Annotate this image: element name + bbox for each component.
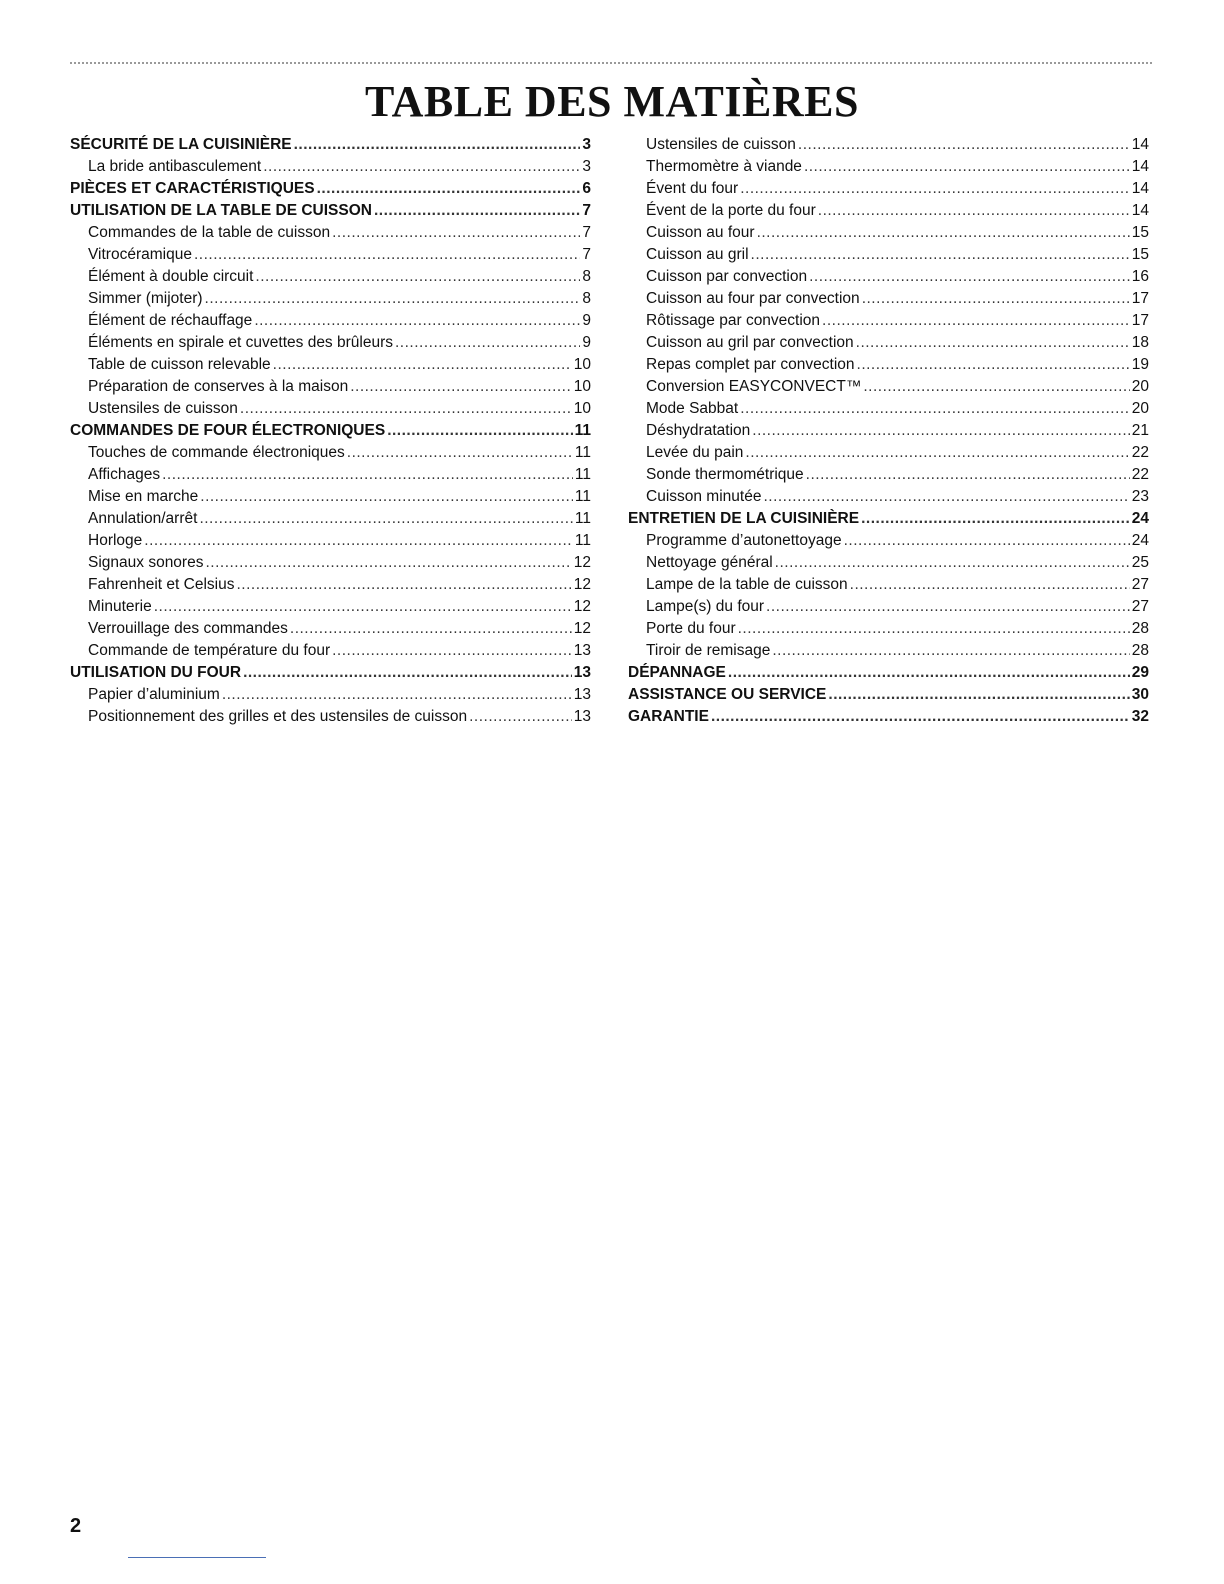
toc-entry-label: Levée du pain [646, 444, 744, 461]
toc-entry-page: 8 [582, 268, 591, 285]
toc-entry-page: 11 [574, 444, 591, 461]
toc-dot-leader [711, 706, 1130, 728]
toc-entry-label: Déshydratation [646, 422, 751, 439]
toc-dot-leader [856, 332, 1130, 354]
toc-entry-label: Évent du four [646, 180, 739, 197]
toc-section-entry[interactable] [628, 662, 1149, 684]
toc-entry-page: 13 [573, 686, 591, 703]
toc-section-entry[interactable] [70, 662, 591, 684]
toc-entry-page: 20 [1131, 400, 1149, 417]
toc-entry-label: SÉCURITÉ DE LA CUISINIÈRE [70, 136, 292, 153]
toc-dot-leader [862, 288, 1130, 310]
toc-entry-page: 23 [1131, 488, 1149, 505]
toc-entry-label: Tiroir de remisage [646, 642, 771, 659]
toc-dot-leader [822, 310, 1130, 332]
toc-entry-page: 10 [573, 378, 591, 395]
toc-subsection-entry[interactable] [70, 398, 591, 420]
toc-entry-label: Mode Sabbat [646, 400, 739, 417]
toc-dot-leader [469, 706, 572, 728]
toc-entry-label: Horloge [88, 532, 143, 549]
toc-entry-page: 11 [574, 422, 591, 439]
toc-entry-page: 6 [582, 180, 591, 197]
toc-entry-page: 17 [1131, 312, 1149, 329]
toc-entry-page: 17 [1131, 290, 1149, 307]
toc-entry-label: Élément à double circuit [88, 268, 254, 285]
toc-subsection-entry[interactable] [628, 310, 1149, 332]
toc-entry-label: Lampe(s) du four [646, 598, 765, 615]
toc-entry-label: Cuisson au four [646, 224, 755, 241]
toc-dot-leader [818, 200, 1130, 222]
toc-entry-page: 18 [1131, 334, 1149, 351]
toc-entry-label: Cuisson minutée [646, 488, 762, 505]
toc-entry-label: GARANTIE [628, 708, 709, 725]
toc-section-entry[interactable] [628, 684, 1149, 706]
toc-entry-page: 27 [1131, 598, 1149, 615]
toc-entry-label: Nettoyage général [646, 554, 773, 571]
toc-entry-page: 12 [573, 620, 591, 637]
toc-entry-label: Lampe de la table de cuisson [646, 576, 848, 593]
toc-dot-leader [273, 354, 572, 376]
toc-dot-leader [205, 552, 571, 574]
toc-subsection-entry[interactable] [70, 618, 591, 640]
toc-entry-label: Éléments en spirale et cuvettes des brûleurs [88, 334, 393, 351]
toc-section-entry[interactable] [70, 200, 591, 222]
toc-subsection-entry[interactable] [628, 156, 1149, 178]
toc-subsection-entry[interactable] [628, 464, 1149, 486]
toc-entry-label: Signaux sonores [88, 554, 204, 571]
toc-subsection-entry[interactable] [628, 530, 1149, 552]
toc-subsection-entry[interactable] [628, 178, 1149, 200]
toc-subsection-entry[interactable] [628, 332, 1149, 354]
toc-entry-page: 20 [1131, 378, 1149, 395]
toc-dot-leader [766, 596, 1130, 618]
toc-entry-label: COMMANDES DE FOUR ÉLECTRONIQUES [70, 422, 386, 439]
toc-entry-label: PIÈCES ET CARACTÉRISTIQUES [70, 180, 315, 197]
toc-subsection-entry[interactable] [628, 266, 1149, 288]
toc-entry-page: 25 [1131, 554, 1149, 571]
toc-dot-leader [144, 530, 573, 552]
toc-dot-leader [740, 398, 1130, 420]
toc-entry-label: Cuisson au four par convection [646, 290, 860, 307]
toc-dot-leader [243, 662, 572, 684]
toc-dot-leader [857, 354, 1130, 376]
toc-subsection-entry[interactable] [70, 442, 591, 464]
toc-dot-leader [738, 618, 1130, 640]
toc-section-entry[interactable] [70, 420, 591, 442]
toc-subsection-entry[interactable] [70, 596, 591, 618]
toc-entry-page: 24 [1131, 532, 1149, 549]
toc-entry-page: 21 [1131, 422, 1149, 439]
toc-dot-leader [290, 618, 572, 640]
toc-entry-page: 10 [573, 400, 591, 417]
toc-entry-label: UTILISATION DU FOUR [70, 664, 242, 681]
toc-dot-leader [395, 332, 580, 354]
toc-dot-leader [387, 420, 572, 442]
toc-entry-page: 7 [582, 246, 591, 263]
toc-subsection-entry[interactable] [628, 420, 1149, 442]
toc-entry-page: 12 [573, 598, 591, 615]
toc-entry-page: 11 [574, 466, 591, 483]
toc-subsection-entry[interactable] [628, 574, 1149, 596]
toc-dot-leader [240, 398, 572, 420]
toc-entry-page: 28 [1131, 620, 1149, 637]
toc-entry-page: 16 [1131, 268, 1149, 285]
toc-entry-page: 24 [1131, 510, 1149, 527]
toc-entry-page: 13 [573, 664, 591, 681]
footer-rule [128, 1557, 266, 1558]
toc-entry-label: Cuisson au gril par convection [646, 334, 854, 351]
toc-subsection-entry[interactable] [70, 684, 591, 706]
toc-subsection-entry[interactable] [70, 574, 591, 596]
toc-entry-label: Table de cuisson relevable [88, 356, 271, 373]
toc-dot-leader [350, 376, 572, 398]
toc-dot-leader [199, 508, 572, 530]
toc-dot-leader [222, 684, 572, 706]
toc-subsection-entry[interactable] [628, 552, 1149, 574]
toc-entry-page: 14 [1131, 158, 1149, 175]
toc-dot-leader [236, 574, 571, 596]
top-dotted-rule [70, 62, 1152, 64]
toc-dot-leader [775, 552, 1130, 574]
toc-section-entry[interactable] [628, 706, 1149, 728]
toc-subsection-entry[interactable] [628, 596, 1149, 618]
toc-dot-leader [804, 156, 1130, 178]
toc-entry-label: Cuisson par convection [646, 268, 808, 285]
toc-entry-label: Sonde thermométrique [646, 466, 804, 483]
page-title: TABLE DES MATIÈRES [365, 77, 859, 126]
toc-dot-leader [332, 222, 580, 244]
toc-entry-page: 11 [574, 532, 591, 549]
toc-entry-label: Verrouillage des commandes [88, 620, 288, 637]
toc-subsection-entry[interactable] [628, 442, 1149, 464]
toc-entry-label: Fahrenheit et Celsius [88, 576, 235, 593]
toc-entry-page: 13 [573, 642, 591, 659]
toc-dot-leader [728, 662, 1130, 684]
toc-subsection-entry[interactable] [70, 244, 591, 266]
toc-dot-leader [347, 442, 573, 464]
toc-entry-label: Thermomètre à viande [646, 158, 802, 175]
toc-dot-leader [844, 530, 1130, 552]
toc-entry-label: Papier d’aluminium [88, 686, 220, 703]
toc-dot-leader [850, 574, 1130, 596]
toc-entry-label: Commande de température du four [88, 642, 331, 659]
toc-dot-leader [863, 376, 1129, 398]
toc-entry-page: 19 [1131, 356, 1149, 373]
toc-entry-label: Annulation/arrêt [88, 510, 198, 527]
toc-subsection-entry[interactable] [70, 288, 591, 310]
toc-subsection-entry[interactable] [628, 640, 1149, 662]
toc-entry-page: 12 [573, 554, 591, 571]
toc-subsection-entry[interactable] [70, 354, 591, 376]
toc-dot-leader [162, 464, 573, 486]
toc-subsection-entry[interactable] [628, 486, 1149, 508]
toc-dot-leader [861, 508, 1130, 530]
toc-right-column [628, 134, 1149, 728]
toc-entry-page: 22 [1131, 444, 1149, 461]
toc-dot-leader [332, 640, 572, 662]
toc-dot-leader [374, 200, 580, 222]
toc-entry-label: La bride antibasculement [88, 158, 262, 175]
toc-dot-leader [752, 420, 1129, 442]
toc-dot-leader [255, 266, 580, 288]
toc-entry-page: 15 [1131, 224, 1149, 241]
toc-entry-label: Préparation de conserves à la maison [88, 378, 349, 395]
toc-entry-page: 13 [573, 708, 591, 725]
toc-subsection-entry[interactable] [70, 156, 591, 178]
toc-subsection-entry[interactable] [70, 640, 591, 662]
toc-entry-page: 22 [1131, 466, 1149, 483]
toc-entry-label: Simmer (mijoter) [88, 290, 203, 307]
toc-entry-page: 14 [1131, 136, 1149, 153]
toc-entry-page: 14 [1131, 180, 1149, 197]
toc-entry-page: 9 [582, 312, 591, 329]
toc-section-entry[interactable] [70, 178, 591, 200]
toc-subsection-entry[interactable] [628, 354, 1149, 376]
toc-dot-leader [751, 244, 1130, 266]
toc-subsection-entry[interactable] [70, 222, 591, 244]
toc-entry-page: 3 [582, 158, 591, 175]
toc-subsection-entry[interactable] [628, 288, 1149, 310]
toc-dot-leader [194, 244, 580, 266]
page-number: 2 [70, 1515, 82, 1537]
toc-entry-page: 7 [582, 224, 591, 241]
toc-entry-label: Ustensiles de cuisson [646, 136, 796, 153]
toc-subsection-entry[interactable] [70, 530, 591, 552]
toc-subsection-entry[interactable] [70, 266, 591, 288]
toc-subsection-entry[interactable] [628, 222, 1149, 244]
toc-dot-leader [763, 486, 1129, 508]
toc-dot-leader [254, 310, 580, 332]
toc-entry-label: Vitrocéramique [88, 246, 192, 263]
toc-entry-label: Mise en marche [88, 488, 199, 505]
toc-entry-label: Programme d’autonettoyage [646, 532, 842, 549]
toc-subsection-entry[interactable] [70, 706, 591, 728]
toc-entry-page: 11 [574, 488, 591, 505]
toc-entry-page: 14 [1131, 202, 1149, 219]
toc-subsection-entry[interactable] [628, 376, 1149, 398]
toc-entry-label: Affichages [88, 466, 161, 483]
toc-subsection-entry[interactable] [70, 486, 591, 508]
toc-dot-leader [317, 178, 581, 200]
toc-dot-leader [294, 134, 581, 156]
toc-entry-page: 28 [1131, 642, 1149, 659]
toc-entry-page: 8 [582, 290, 591, 307]
toc-dot-leader [205, 288, 581, 310]
toc-subsection-entry[interactable] [628, 398, 1149, 420]
toc-dot-leader [806, 464, 1130, 486]
toc-entry-page: 7 [582, 202, 591, 219]
toc-section-entry[interactable] [628, 508, 1149, 530]
toc-dot-leader [154, 596, 572, 618]
toc-entry-label: Rôtissage par convection [646, 312, 821, 329]
toc-dot-leader [745, 442, 1129, 464]
toc-subsection-entry[interactable] [70, 376, 591, 398]
toc-entry-label: Commandes de la table de cuisson [88, 224, 331, 241]
toc-entry-label: Ustensiles de cuisson [88, 400, 238, 417]
toc-subsection-entry[interactable] [628, 134, 1149, 156]
toc-entry-page: 9 [582, 334, 591, 351]
toc-dot-leader [757, 222, 1130, 244]
toc-entry-label: Élément de réchauffage [88, 312, 253, 329]
toc-entry-label: UTILISATION DE LA TABLE DE CUISSON [70, 202, 372, 219]
toc-entry-label: Positionnement des grilles et des ustensiles de cuisson [88, 708, 468, 725]
toc-dot-leader [200, 486, 573, 508]
toc-entry-label: ENTRETIEN DE LA CUISINIÈRE [628, 510, 860, 527]
toc-entry-page: 15 [1131, 246, 1149, 263]
toc-dot-leader [828, 684, 1129, 706]
toc-subsection-entry[interactable] [70, 332, 591, 354]
toc-dot-leader [740, 178, 1130, 200]
toc-subsection-entry[interactable] [70, 464, 591, 486]
toc-entry-page: 12 [573, 576, 591, 593]
toc-subsection-entry[interactable] [628, 618, 1149, 640]
toc-dot-leader [263, 156, 580, 178]
toc-entry-page: 30 [1131, 686, 1149, 703]
toc-dot-leader [809, 266, 1130, 288]
toc-subsection-entry[interactable] [628, 200, 1149, 222]
toc-left-column [70, 134, 591, 728]
toc-entry-label: Cuisson au gril [646, 246, 749, 263]
toc-dot-leader [798, 134, 1130, 156]
toc-entry-page: 27 [1131, 576, 1149, 593]
toc-entry-page: 11 [574, 510, 591, 527]
toc-entry-label: DÉPANNAGE [628, 664, 726, 681]
toc-entry-label: Porte du four [646, 620, 736, 637]
toc-section-entry[interactable] [70, 134, 591, 156]
toc-entry-label: Évent de la porte du four [646, 202, 816, 219]
toc-subsection-entry[interactable] [70, 508, 591, 530]
toc-entry-label: Touches de commande électroniques [88, 444, 345, 461]
toc-subsection-entry[interactable] [628, 244, 1149, 266]
toc-entry-label: Repas complet par convection [646, 356, 855, 373]
toc-entry-page: 32 [1131, 708, 1149, 725]
toc-entry-label: Conversion EASYCONVECT™ [646, 378, 862, 395]
toc-entry-page: 3 [582, 136, 591, 153]
toc-subsection-entry[interactable] [70, 552, 591, 574]
toc-entry-page: 10 [573, 356, 591, 373]
toc-entry-page: 29 [1131, 664, 1149, 681]
toc-dot-leader [772, 640, 1129, 662]
toc-subsection-entry[interactable] [70, 310, 591, 332]
toc-entry-label: ASSISTANCE OU SERVICE [628, 686, 827, 703]
toc-entry-label: Minuterie [88, 598, 152, 615]
